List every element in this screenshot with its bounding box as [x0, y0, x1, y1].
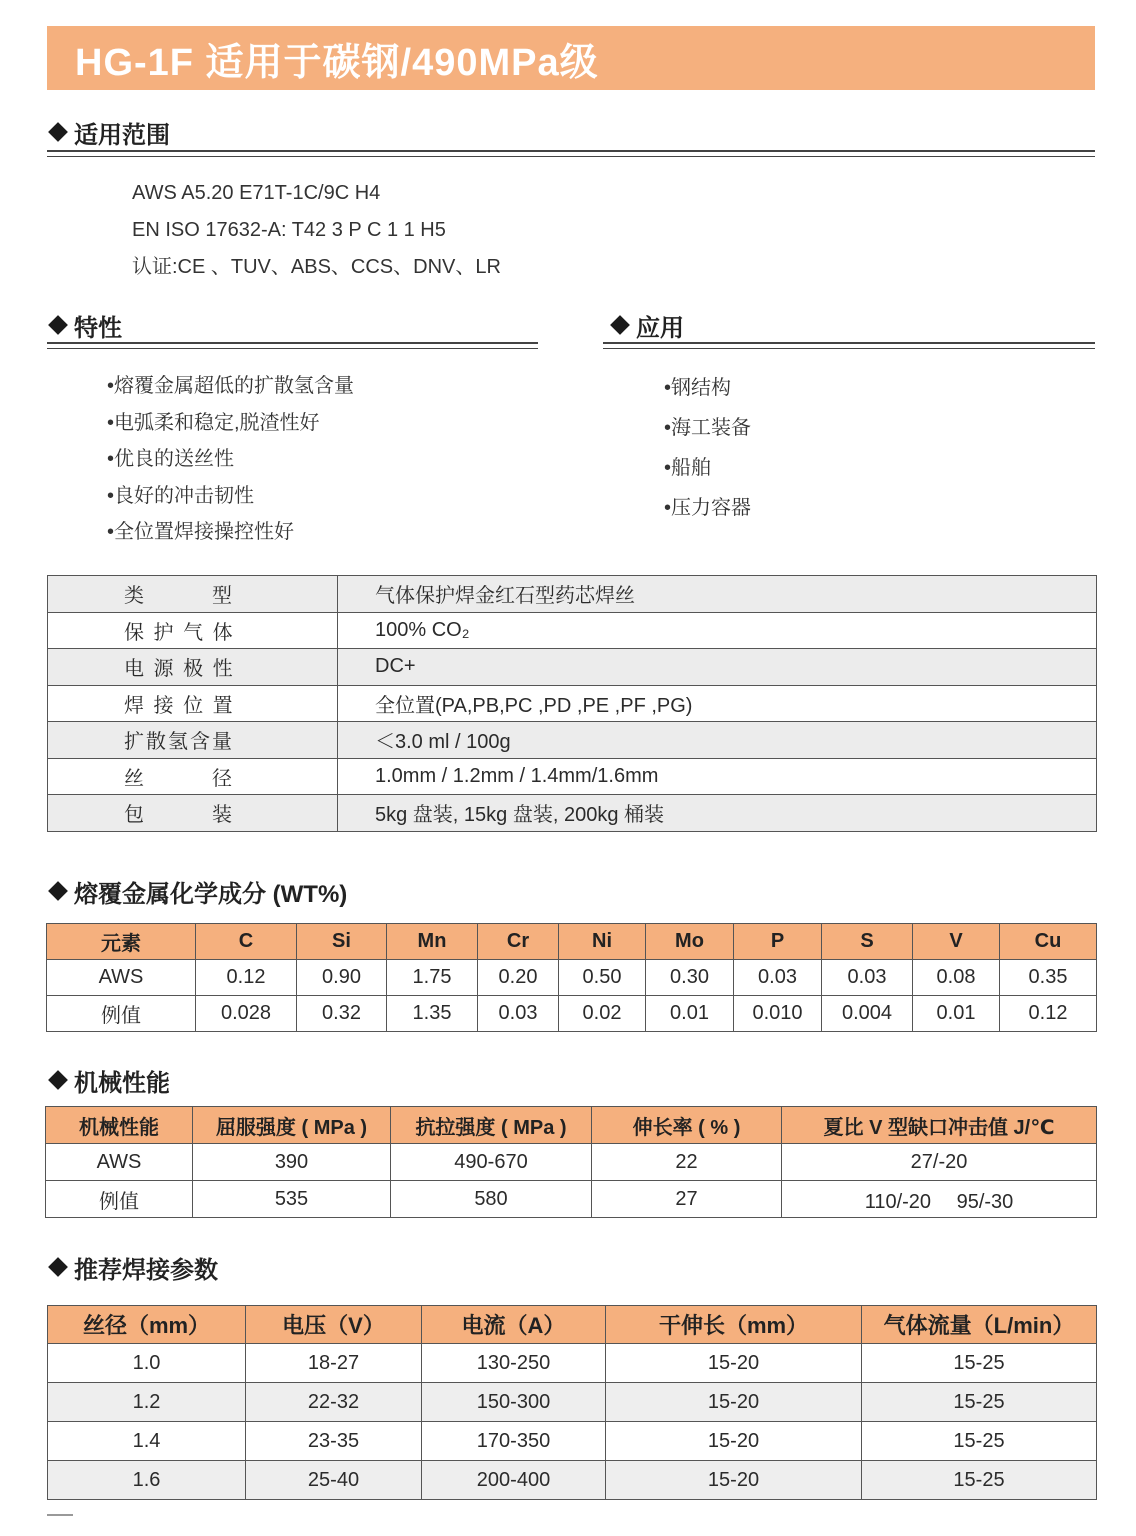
- spec-row: [48, 758, 1097, 795]
- diamond-bullet-icon: [48, 315, 68, 335]
- feature-item: •良好的冲击韧性: [107, 484, 255, 507]
- column-header: 夏比 V 型缺口冲击值 J/℃: [782, 1107, 1097, 1144]
- chemistry-table: [46, 923, 1097, 1032]
- chemistry-heading: [47, 876, 347, 906]
- table-cell: 15-25: [862, 1383, 1097, 1422]
- table-cell: 390: [193, 1144, 391, 1181]
- application-item: •船舶: [664, 457, 712, 479]
- table-cell: 0.12: [1000, 996, 1097, 1032]
- table-cell: 0.12: [196, 960, 297, 996]
- table-cell: 0.90: [297, 960, 387, 996]
- table-cell: 1.4: [48, 1422, 246, 1461]
- table-cell: 0.03: [734, 960, 822, 996]
- column-header: Ni: [559, 924, 646, 960]
- column-header: 气体流量（L/min）: [862, 1306, 1097, 1344]
- table-cell: AWS: [46, 1144, 193, 1181]
- table-cell: 22-32: [246, 1383, 422, 1422]
- table-cell: 170-350: [422, 1422, 606, 1461]
- spec-label: 保 护 气 体: [48, 612, 338, 649]
- table-cell: 23-35: [246, 1422, 422, 1461]
- table-cell: 490-670: [391, 1144, 592, 1181]
- table-cell: 25-40: [246, 1461, 422, 1500]
- diamond-bullet-icon: [48, 1257, 68, 1277]
- column-header: Cr: [478, 924, 559, 960]
- table-row: [48, 1383, 1097, 1422]
- spec-value: 全位置(PA,PB,PC ,PD ,PE ,PF ,PG): [338, 685, 1097, 722]
- column-header: 电流（A）: [422, 1306, 606, 1344]
- table-cell: 27: [592, 1181, 782, 1218]
- table-cell: 15-20: [606, 1383, 862, 1422]
- welding-heading-text: 推荐焊接参数: [74, 1256, 218, 1284]
- feature-item: •优良的送丝性: [107, 448, 235, 470]
- table-cell: 1.6: [48, 1461, 246, 1500]
- table-cell: 例值: [47, 996, 196, 1032]
- table-cell: 0.32: [297, 996, 387, 1032]
- column-header: Cu: [1000, 924, 1097, 960]
- column-header: Mo: [646, 924, 734, 960]
- table-cell: 0.01: [913, 996, 1000, 1032]
- application-item: •压力容器: [664, 497, 752, 519]
- column-header: Si: [297, 924, 387, 960]
- spec-value: 1.0mm / 1.2mm / 1.4mm/1.6mm: [338, 758, 1097, 795]
- scope-line: 认证:CE 、TUV、ABS、CCS、DNV、LR: [132, 256, 501, 278]
- spec-row: [48, 612, 1097, 649]
- column-header: 伸长率 ( % ): [592, 1107, 782, 1144]
- table-cell: 535: [193, 1181, 391, 1218]
- welding-table: [47, 1305, 1097, 1500]
- spec-value: 5kg 盘装, 15kg 盘装, 200kg 桶装: [338, 795, 1097, 832]
- feature-item: •熔覆金属超低的扩散氢含量: [107, 375, 355, 397]
- column-header: 机械性能: [46, 1107, 193, 1144]
- scope-heading: [47, 117, 170, 147]
- footer-rule: [47, 1514, 73, 1536]
- table-cell: AWS: [47, 960, 196, 996]
- spec-value: 气体保护焊金红石型药芯焊丝: [338, 576, 1097, 613]
- application-item: •钢结构: [664, 377, 732, 399]
- column-header: C: [196, 924, 297, 960]
- table-row: [48, 1344, 1097, 1383]
- features-heading-text: 特性: [74, 314, 122, 342]
- feature-item: •电弧柔和稳定,脱渣性好: [107, 411, 320, 434]
- mechanical-table: [45, 1106, 1097, 1218]
- spec-row: [48, 685, 1097, 722]
- table-row: [47, 960, 1097, 996]
- table-cell: 0.50: [559, 960, 646, 996]
- spec-row: [48, 722, 1097, 759]
- title-banner: [47, 26, 1095, 90]
- table-cell: 0.03: [822, 960, 913, 996]
- divider: [47, 150, 1095, 157]
- scope-heading-text: 适用范围: [74, 121, 170, 149]
- table-cell: 22: [592, 1144, 782, 1181]
- column-header: V: [913, 924, 1000, 960]
- chemistry-heading-text: 熔覆金属化学成分 (WT%): [74, 880, 348, 908]
- application-item: •海工装备: [664, 417, 752, 439]
- column-header: 干伸长（mm）: [606, 1306, 862, 1344]
- table-cell: 15-25: [862, 1344, 1097, 1383]
- diamond-bullet-icon: [48, 1070, 68, 1090]
- spec-label: 扩散氢含量: [48, 722, 338, 759]
- chemistry-header-row: [47, 924, 1097, 960]
- features-list: [107, 368, 354, 551]
- table-cell: 1.0: [48, 1344, 246, 1383]
- column-header: 屈服强度 ( MPa ): [193, 1107, 391, 1144]
- spec-label: 包 装: [48, 795, 338, 832]
- table-cell: 0.028: [196, 996, 297, 1032]
- scope-line: AWS A5.20 E71T-1C/9C H4: [132, 182, 381, 204]
- spec-table: [47, 575, 1097, 832]
- table-row: [47, 996, 1097, 1032]
- divider: [47, 342, 538, 349]
- table-row: [48, 1461, 1097, 1500]
- spec-label: 焊 接 位 置: [48, 685, 338, 722]
- applications-heading: [609, 310, 684, 340]
- table-row: [46, 1144, 1097, 1181]
- table-cell: 0.01: [646, 996, 734, 1032]
- table-cell: 0.35: [1000, 960, 1097, 996]
- applications-list: [664, 368, 751, 528]
- column-header: 丝径（mm）: [48, 1306, 246, 1344]
- mechanical-heading-text: 机械性能: [74, 1069, 170, 1097]
- mechanical-header-row: [46, 1107, 1097, 1144]
- page-title: HG-1F 适用于碳钢/490MPa级: [75, 41, 599, 84]
- spec-label: 类 型: [48, 576, 338, 613]
- features-heading: [47, 310, 122, 340]
- table-cell: 200-400: [422, 1461, 606, 1500]
- diamond-bullet-icon: [48, 122, 68, 142]
- table-cell: 0.08: [913, 960, 1000, 996]
- table-cell: 0.02: [559, 996, 646, 1032]
- table-cell: 15-20: [606, 1461, 862, 1500]
- table-cell: 1.2: [48, 1383, 246, 1422]
- spec-label: 丝 径: [48, 758, 338, 795]
- table-cell: 1.75: [387, 960, 478, 996]
- diamond-bullet-icon: [610, 315, 630, 335]
- table-cell: 1.35: [387, 996, 478, 1032]
- table-row: [46, 1181, 1097, 1218]
- table-cell: 15-20: [606, 1344, 862, 1383]
- table-cell: 130-250: [422, 1344, 606, 1383]
- scope-line: EN ISO 17632-A: T42 3 P C 1 1 H5: [132, 219, 446, 241]
- table-cell: 0.010: [734, 996, 822, 1032]
- scope-lines: [132, 175, 501, 286]
- divider: [603, 342, 1095, 349]
- column-header: Mn: [387, 924, 478, 960]
- table-cell: 15-25: [862, 1461, 1097, 1500]
- table-cell: 580: [391, 1181, 592, 1218]
- table-cell: 15-25: [862, 1422, 1097, 1461]
- table-cell: 27/-20: [782, 1144, 1097, 1181]
- column-header: 电压（V）: [246, 1306, 422, 1344]
- spec-row: [48, 649, 1097, 686]
- spec-row: [48, 576, 1097, 613]
- applications-heading-text: 应用: [636, 314, 684, 342]
- mechanical-heading: [47, 1065, 170, 1095]
- spec-value: 100% CO₂: [338, 612, 1097, 649]
- spec-label: 电 源 极 性: [48, 649, 338, 686]
- spec-value: DC+: [338, 649, 1097, 686]
- column-header: 元素: [47, 924, 196, 960]
- spec-row: [48, 795, 1097, 832]
- welding-header-row: [48, 1306, 1097, 1344]
- welding-heading: [47, 1252, 218, 1282]
- table-cell: 18-27: [246, 1344, 422, 1383]
- table-row: [48, 1422, 1097, 1461]
- feature-item: •全位置焊接操控性好: [107, 521, 295, 543]
- column-header: 抗拉强度 ( MPa ): [391, 1107, 592, 1144]
- column-header: P: [734, 924, 822, 960]
- column-header: S: [822, 924, 913, 960]
- table-cell: 15-20: [606, 1422, 862, 1461]
- table-cell: 110/-20 95/-30: [782, 1181, 1097, 1218]
- table-cell: 0.03: [478, 996, 559, 1032]
- table-cell: 0.20: [478, 960, 559, 996]
- table-cell: 例值: [46, 1181, 193, 1218]
- table-cell: 0.30: [646, 960, 734, 996]
- spec-value: ＜3.0 ml / 100g: [338, 722, 1097, 759]
- table-cell: 0.004: [822, 996, 913, 1032]
- diamond-bullet-icon: [48, 881, 68, 901]
- table-cell: 150-300: [422, 1383, 606, 1422]
